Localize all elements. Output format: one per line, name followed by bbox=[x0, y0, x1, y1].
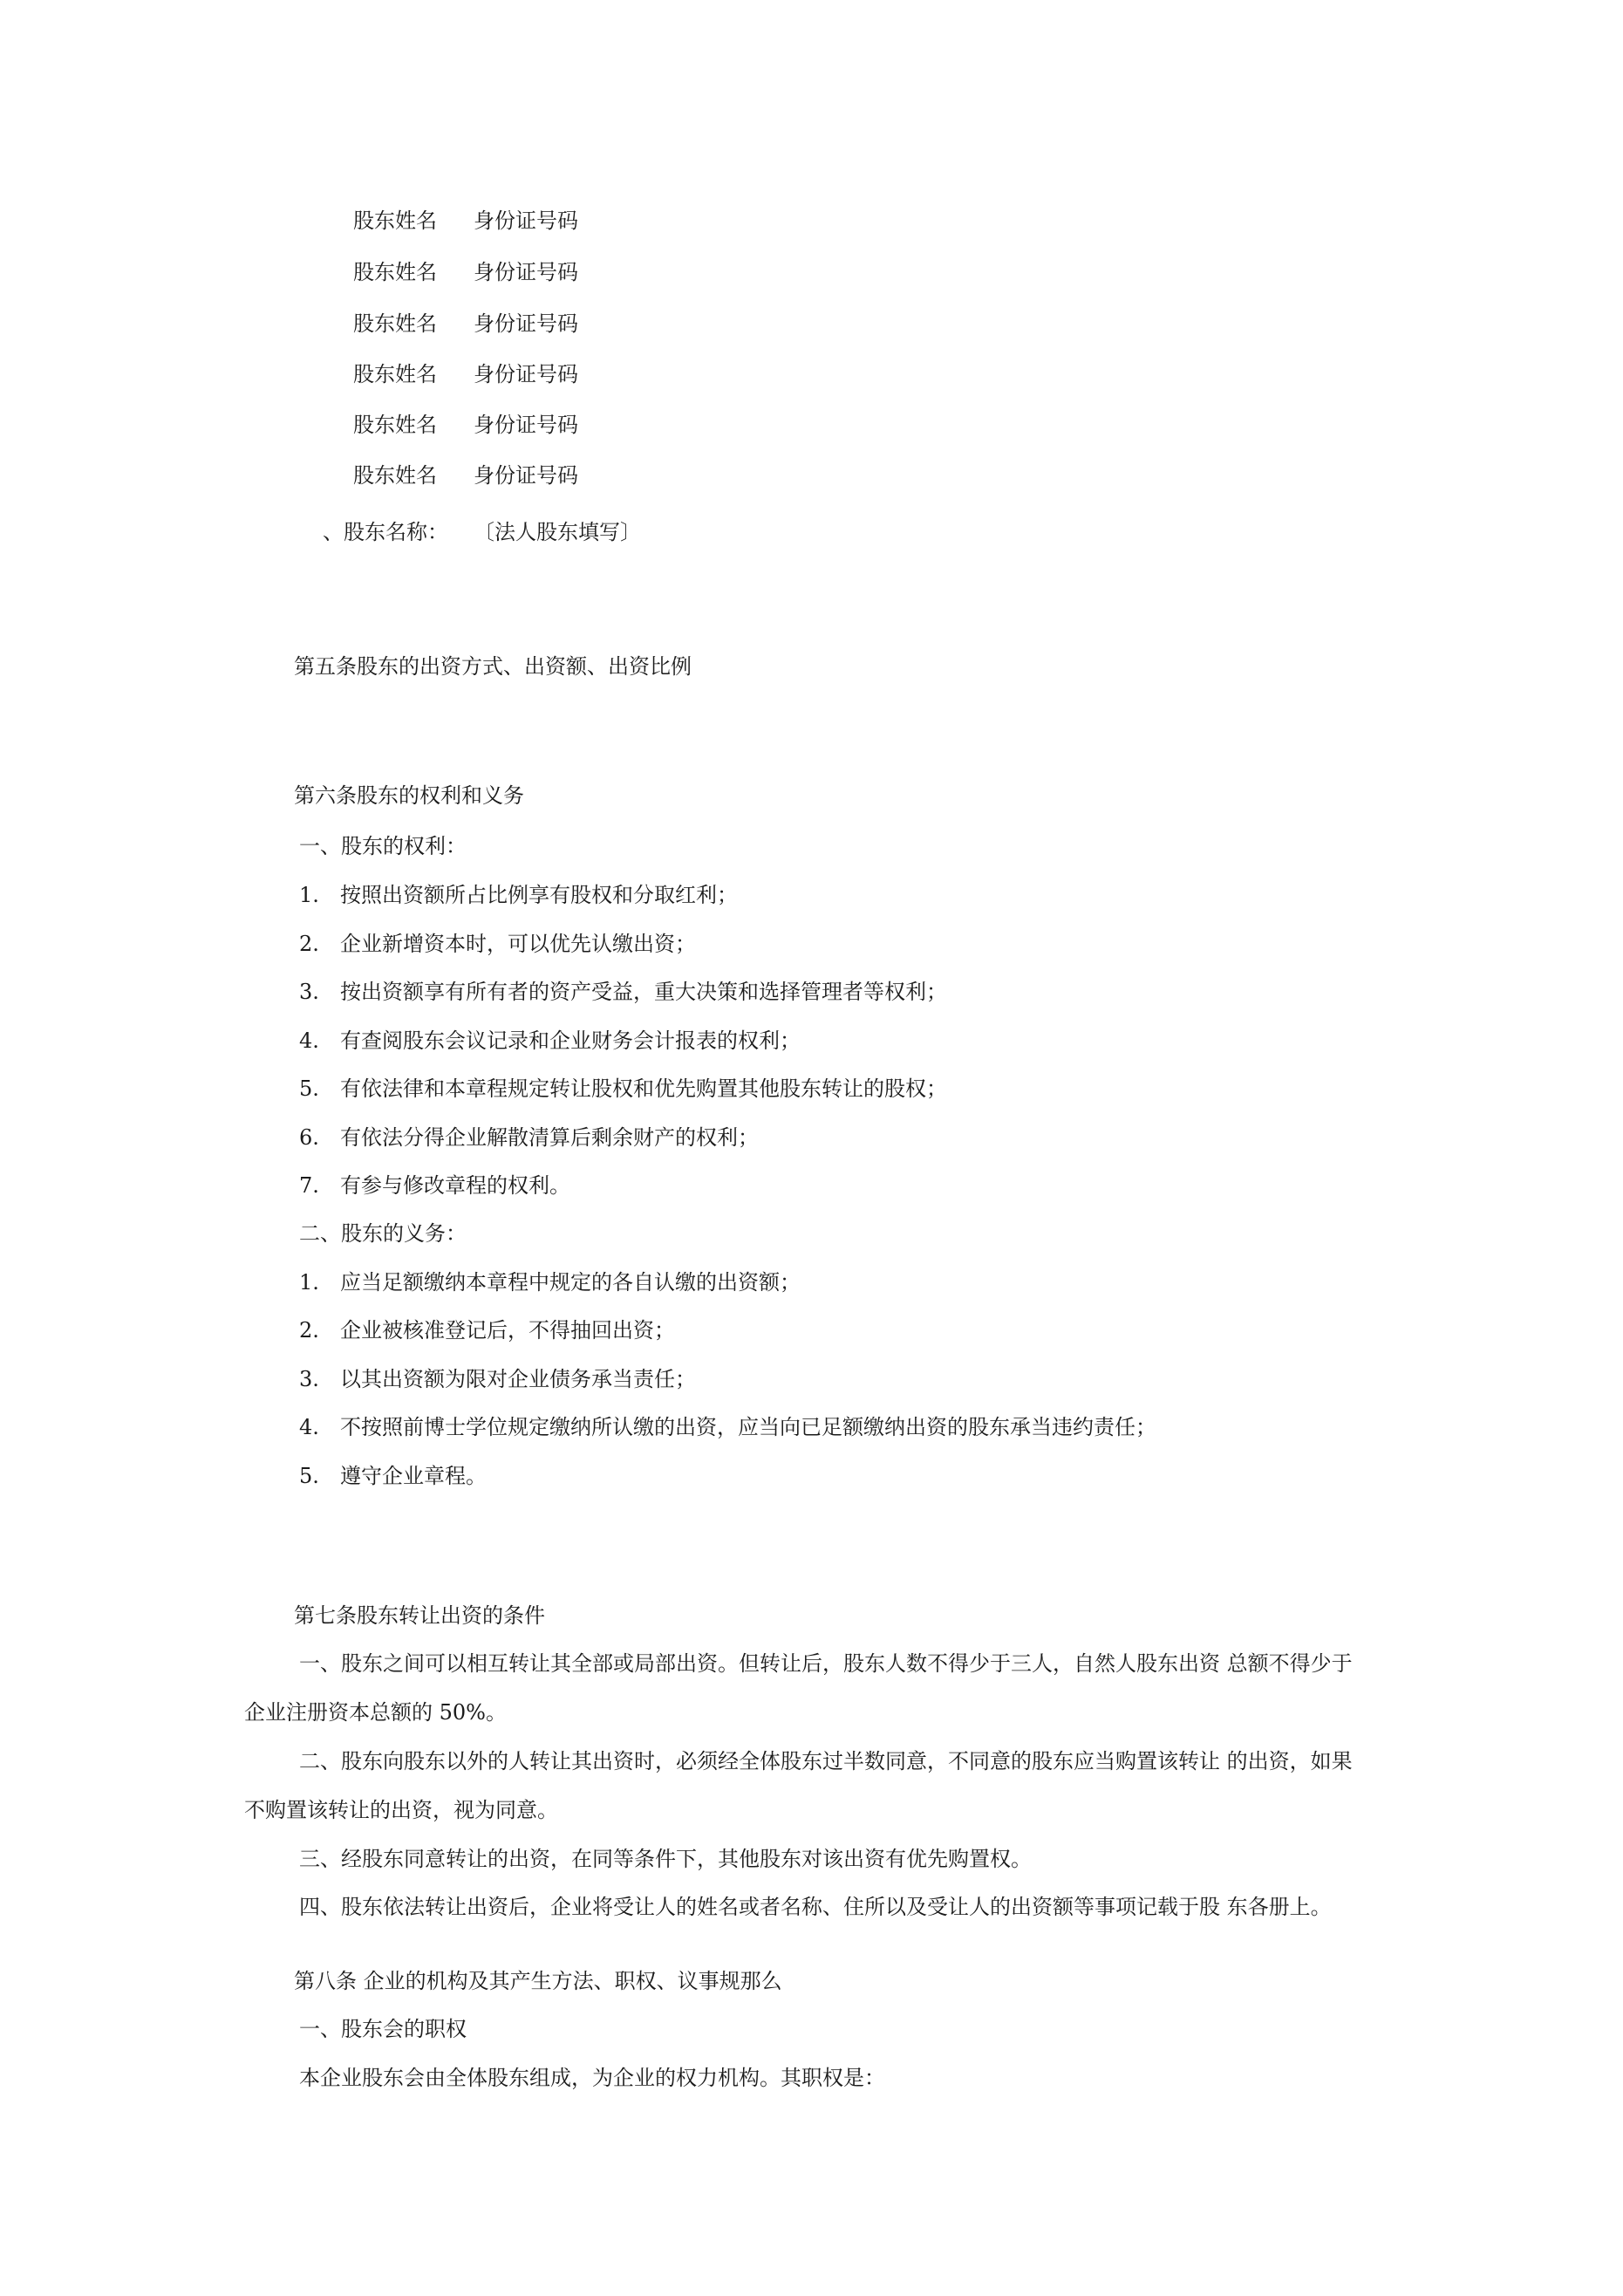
list-item: 按出资额享有所有者的资产受益，重大决策和选择管理者等权利； bbox=[340, 980, 947, 1004]
rights-heading: 一、股东的权利： bbox=[299, 834, 467, 858]
list-item: 不按照前博士学位规定缴纳所认缴的出资，应当向已足额缴纳出资的股东承当违约责任； bbox=[340, 1415, 1156, 1439]
list-item: 有依法分得企业解散清算后剩余财产的权利； bbox=[340, 1125, 759, 1150]
shareholder-id-label: 身份证号码 bbox=[474, 463, 578, 488]
paragraph: 四、股东依法转让出资后，企业将受让人的姓名或者名称、住所以及受让人的出资额等事项记载于股 东各册上。 bbox=[299, 1895, 1332, 1919]
list-item-number: 4. bbox=[299, 1415, 319, 1439]
shareholder-id-label: 身份证号码 bbox=[474, 362, 578, 386]
list-item-number: 7. bbox=[299, 1173, 319, 1198]
list-item-number: 5. bbox=[299, 1076, 319, 1101]
shareholder-name-label: 股东姓名 bbox=[353, 413, 437, 437]
shareholder-name-label: 股东姓名 bbox=[353, 260, 437, 284]
shareholder-id-label: 身份证号码 bbox=[474, 413, 578, 437]
shareholder-name-label: 股东姓名 bbox=[353, 463, 437, 488]
list-item-number: 2. bbox=[299, 932, 319, 956]
paragraph: 一、股东之间可以相互转让其全部或局部出资。但转让后，股东人数不得少于三人，自然人股东出资 总额不得少于 bbox=[299, 1651, 1353, 1676]
list-item-number: 1. bbox=[299, 1270, 319, 1295]
shareholder-id-label: 身份证号码 bbox=[474, 260, 578, 284]
duties-heading: 二、股东的义务： bbox=[299, 1221, 467, 1246]
paragraph: 二、股东向股东以外的人转让其出资时，必须经全体股东过半数同意，不同意的股东应当购置该转让 的出资，如果 bbox=[299, 1749, 1353, 1773]
list-item: 企业新增资本时，可以优先认缴出资； bbox=[340, 932, 696, 956]
list-item-number: 1. bbox=[299, 883, 319, 907]
list-item: 有依法律和本章程规定转让股权和优先购置其他股东转让的股权； bbox=[340, 1076, 947, 1101]
legal-shareholder-note: 〔法人股东填写〕 bbox=[474, 520, 641, 544]
paragraph-continuation: 企业注册资本总额的 50%。 bbox=[244, 1700, 507, 1725]
article-8-title: 第八条 企业的机构及其产生方法、职权、议事规那么 bbox=[294, 1969, 782, 1993]
list-item: 以其出资额为限对企业债务承当责任； bbox=[340, 1367, 696, 1391]
list-item-number: 3. bbox=[299, 1367, 319, 1391]
list-item: 应当足额缴纳本章程中规定的各自认缴的出资额； bbox=[340, 1270, 801, 1295]
list-item: 有查阅股东会议记录和企业财务会计报表的权利； bbox=[340, 1028, 801, 1053]
list-item: 有参与修改章程的权利。 bbox=[340, 1173, 570, 1198]
article-5-title: 第五条股东的出资方式、出资额、出资比例 bbox=[294, 654, 692, 679]
paragraph: 三、经股东同意转让的出资，在同等条件下，其他股东对该出资有优先购置权。 bbox=[299, 1847, 1032, 1871]
shareholder-id-label: 身份证号码 bbox=[474, 208, 578, 233]
subsection-heading: 一、股东会的职权 bbox=[299, 2017, 467, 2041]
list-item-number: 3. bbox=[299, 980, 319, 1004]
list-item-number: 5. bbox=[299, 1464, 319, 1488]
legal-shareholder-label: 、股东名称： bbox=[323, 520, 448, 544]
list-item-number: 4. bbox=[299, 1028, 319, 1053]
article-6-title: 第六条股东的权利和义务 bbox=[294, 783, 524, 808]
shareholder-id-label: 身份证号码 bbox=[474, 311, 578, 336]
list-item-number: 6. bbox=[299, 1125, 319, 1150]
shareholder-name-label: 股东姓名 bbox=[353, 208, 437, 233]
list-item: 按照出资额所占比例享有股权和分取红利； bbox=[340, 883, 738, 907]
article-7-title: 第七条股东转让出资的条件 bbox=[294, 1603, 545, 1628]
shareholder-name-label: 股东姓名 bbox=[353, 311, 437, 336]
shareholder-name-label: 股东姓名 bbox=[353, 362, 437, 386]
paragraph-continuation: 不购置该转让的出资，视为同意。 bbox=[244, 1798, 558, 1822]
list-item: 遵守企业章程。 bbox=[340, 1464, 487, 1488]
paragraph: 本企业股东会由全体股东组成，为企业的权力机构。其职权是： bbox=[299, 2066, 885, 2090]
list-item-number: 2. bbox=[299, 1318, 319, 1343]
list-item: 企业被核准登记后，不得抽回出资； bbox=[340, 1318, 675, 1343]
